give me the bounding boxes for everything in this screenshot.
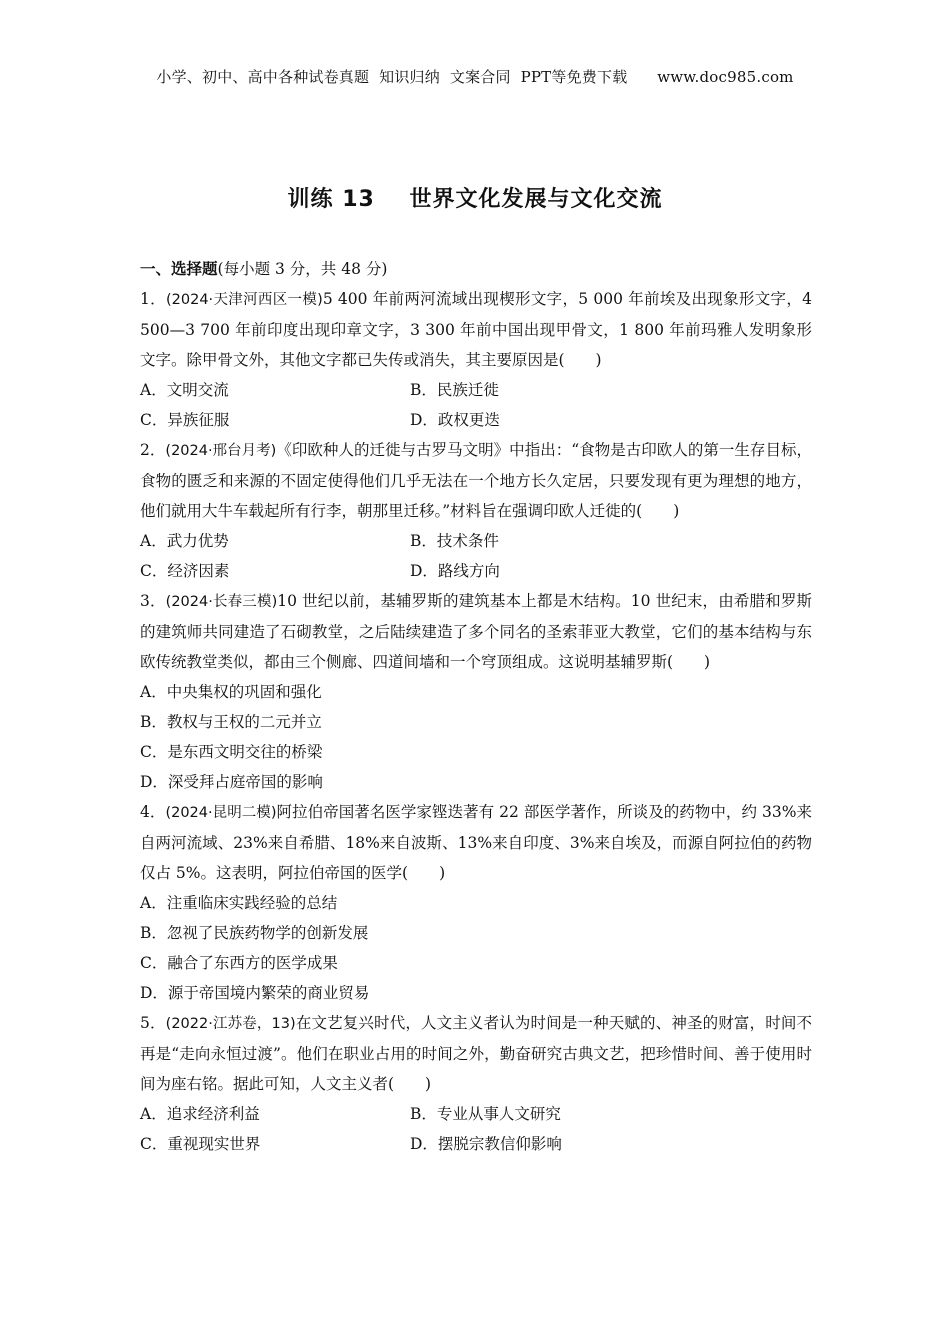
- option-row: [140, 1129, 812, 1159]
- section-label: 一、选择题: [140, 259, 218, 278]
- option-list: [140, 888, 812, 1008]
- option-row: [140, 405, 812, 435]
- question: [140, 797, 812, 1008]
- question: [140, 586, 812, 797]
- option-a: A．文明交流: [140, 381, 229, 399]
- question-number: 2．: [140, 441, 166, 459]
- option-a: A．武力优势: [140, 532, 229, 550]
- question-text: 5 400 年前两河流域出现楔形文字，5 000 年前埃及出现象形文字，4 500—3 700 年前印度出现印章文字，3 300 年前中国出现甲骨文，1 800 年前玛雅人发明象形文字。除甲骨文外，其他文字都已失传或消失，其主要原因是( ): [140, 290, 812, 369]
- question-source: (2024·邢台月考): [165, 443, 277, 459]
- question-number: 4．: [140, 803, 166, 821]
- option-c: C．是东西文明交往的桥梁: [140, 743, 323, 761]
- question: [140, 1008, 812, 1159]
- question-source: (2022·江苏卷，13): [165, 1016, 296, 1032]
- option-b: B．忽视了民族药物学的创新发展: [140, 924, 369, 942]
- question-stem: [140, 435, 812, 526]
- option-d: D．源于帝国境内繁荣的商业贸易: [140, 984, 370, 1002]
- option-c: C．异族征服: [140, 411, 230, 429]
- question-stem: [140, 797, 812, 888]
- option-d: D．政权更迭: [410, 411, 500, 429]
- question-text: 《印欧种人的迁徙与古罗马文明》中指出：“食物是古印欧人的第一生存目标，食物的匮乏和来源的不固定使得他们几乎无法在一个地方长久定居，只要发现有更为理想的地方，他们就用大牛车载起所有行李，朝那里迁移。”材料旨在强调印欧人迁徙的( ): [140, 441, 812, 520]
- option-d: D．摆脱宗教信仰影响: [410, 1135, 562, 1153]
- option-d: D．深受拜占庭帝国的影响: [140, 773, 323, 791]
- option-row: [140, 526, 812, 556]
- option-b: B．技术条件: [410, 532, 499, 550]
- section-note: (每小题 3 分，共 48 分): [217, 260, 388, 278]
- option-list: [140, 677, 812, 797]
- question-stem: [140, 284, 812, 375]
- option-d: D．路线方向: [410, 562, 500, 580]
- question-stem: [140, 586, 812, 677]
- section-heading: [140, 254, 812, 284]
- page-title: 训练 13 世界文化发展与文化交流: [287, 187, 663, 212]
- question-number: 1．: [140, 290, 166, 308]
- question-source: (2024·天津河西区一模): [165, 292, 323, 308]
- option-a: A．追求经济利益: [140, 1105, 260, 1123]
- option-b: B．民族迁徙: [410, 381, 499, 399]
- question: [140, 284, 812, 435]
- question: [140, 435, 812, 586]
- document-body: [140, 254, 812, 1159]
- question-number: 5．: [140, 1014, 166, 1032]
- option-b: B．专业从事人文研究: [410, 1105, 561, 1123]
- page-header: 小学、初中、高中各种试卷真题 知识归纳 文案合同 PPT等免费下载 www.doc985.com: [156, 68, 794, 86]
- option-c: C．重视现实世界: [140, 1135, 261, 1153]
- option-row: [140, 375, 812, 405]
- question-text: 在文艺复兴时代，人文主义者认为时间是一种天赋的、神圣的财富，时间不再是“走向永恒过渡”。他们在职业占用的时间之外，勤奋研究古典文艺，把珍惜时间、善于使用时间为座右铭。据此可知，人文主义者( ): [140, 1014, 812, 1093]
- question-source: (2024·昆明二模): [165, 805, 277, 821]
- question-text: 10 世纪以前，基辅罗斯的建筑基本上都是木结构。10 世纪末，由希腊和罗斯的建筑师共同建造了石砌教堂，之后陆续建造了多个同名的圣索菲亚大教堂，它们的基本结构与东欧传统教堂类似，都由三个侧廊、四道间墙和一个穹顶组成。这说明基辅罗斯( ): [140, 592, 812, 671]
- option-a: A．注重临床实践经验的总结: [140, 894, 338, 912]
- option-c: C．经济因素: [140, 562, 230, 580]
- option-a: A．中央集权的巩固和强化: [140, 683, 322, 701]
- option-row: [140, 556, 812, 586]
- question-stem: [140, 1008, 812, 1099]
- option-c: C．融合了东西方的医学成果: [140, 954, 338, 972]
- question-number: 3．: [140, 592, 166, 610]
- question-source: (2024·长春三模): [165, 594, 278, 610]
- question-text: 阿拉伯帝国著名医学家铿迭著有 22 部医学著作，所谈及的药物中，约 33%来自两河流域、23%来自希腊、18%来自波斯、13%来自印度、3%来自埃及，而源自阿拉伯的药物仅占 5%。这表明，阿拉伯帝国的医学( ): [140, 803, 812, 882]
- option-b: B．教权与王权的二元并立: [140, 713, 322, 731]
- option-row: [140, 1099, 812, 1129]
